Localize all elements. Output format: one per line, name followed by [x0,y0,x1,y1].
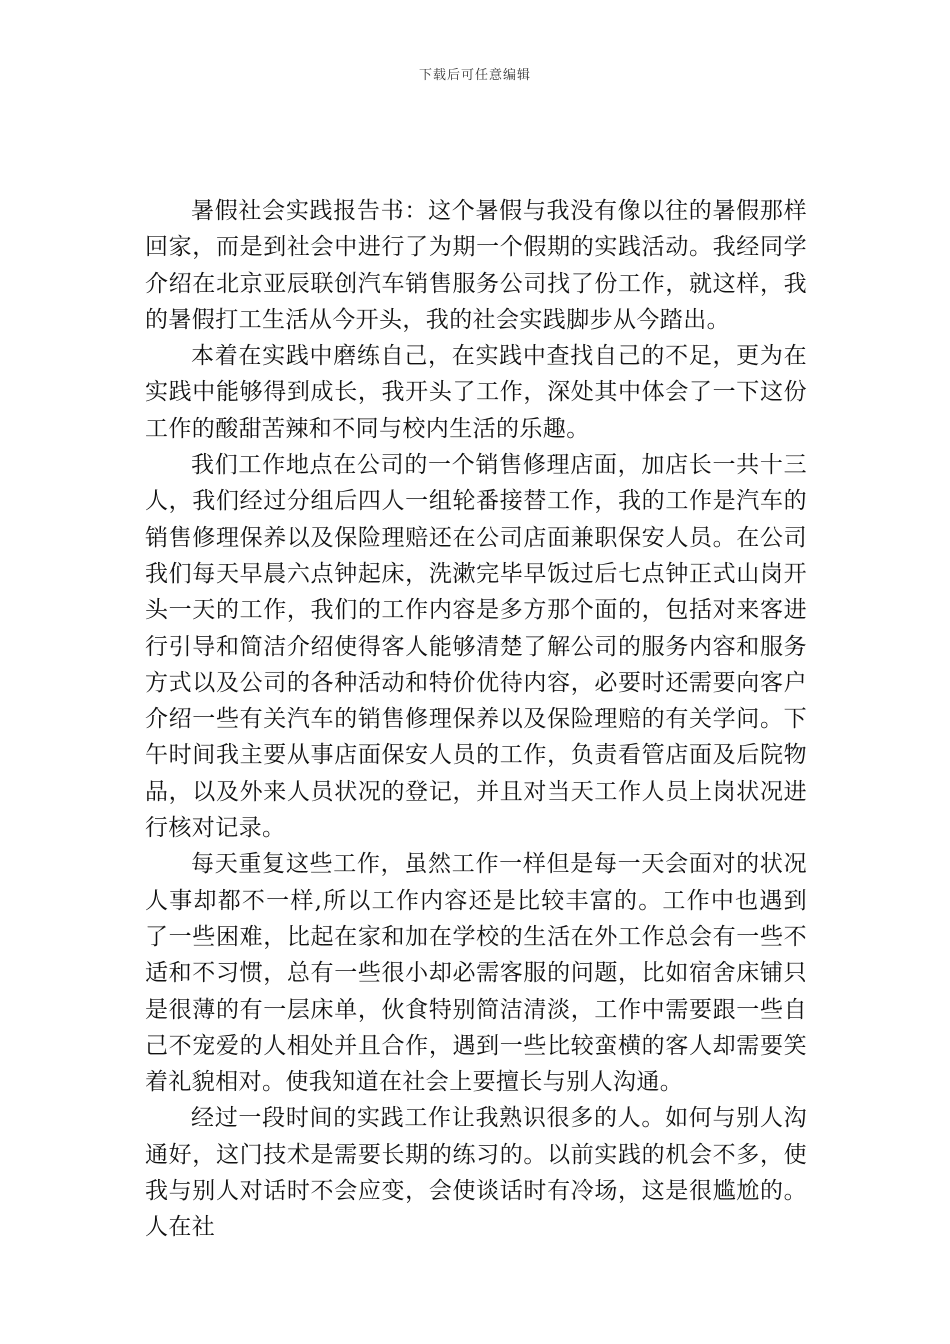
document-body [145,193,807,1246]
paragraph-4: 每天重复这些工作，虽然工作一样但是每一天会面对的状况人事却都不一样,所以工作内容还是比较丰富的。工作中也遇到了一些困难，比起在家和加在学校的生活在外工作总会有一些不适和不习惯，总有一些很小却必需客服的问题，比如宿舍床铺只是很薄的有一层床单，伙食特别简洁清淡，工作中需要跟一些自己不宠爱的人相处并且合作，遇到一些比较蛮横的客人却需要笑着礼貌相对。使我知道在社会上要擅长与别人沟通。 [145,851,807,1096]
paragraph-1: 暑假社会实践报告书：这个暑假与我没有像以往的暑假那样回家，而是到社会中进行了为期一个假期的实践活动。我经同学介绍在北京亚辰联创汽车销售服务公司找了份工作，就这样，我的暑假打工生活从今开头，我的社会实践脚步从今踏出。 [145,198,807,333]
paragraph-5: 经过一段时间的实践工作让我熟识很多的人。如何与别人沟通好，这门技术是需要长期的练习的。以前实践的机会不多，使我与别人对话时不会应变，会使谈话时有冷场，这是很尴尬的。人在社 [145,1105,807,1241]
page-header-note: 下载后可任意编辑 [418,68,531,83]
paragraph-3: 我们工作地点在公司的一个销售修理店面，加店长一共十三人，我们经过分组后四人一组轮番接替工作，我的工作是汽车的销售修理保养以及保险理赔还在公司店面兼职保安人员。在公司我们每天早晨六点钟起床，洗漱完毕早饭过后七点钟正式山岗开头一天的工作，我们的工作内容是多方那个面的，包括对来客进行引导和简洁介绍使得客人能够清楚了解公司的服务内容和服务方式以及公司的各种活动和特价优待内容，必要时还需要向客户介绍一些有关汽车的销售修理保养以及保险理赔的有关学问。下午时间我主要从事店面保安人员的工作，负责看管店面及后院物品，以及外来人员状况的登记，并且对当天工作人员上岗状况进行核对记录。 [145,452,807,842]
paragraph-2: 本着在实践中磨练自己，在实践中查找自己的不足，更为在实践中能够得到成长，我开头了工作，深处其中体会了一下这份工作的酸甜苦辣和不同与校内生活的乐趣。 [145,343,807,442]
